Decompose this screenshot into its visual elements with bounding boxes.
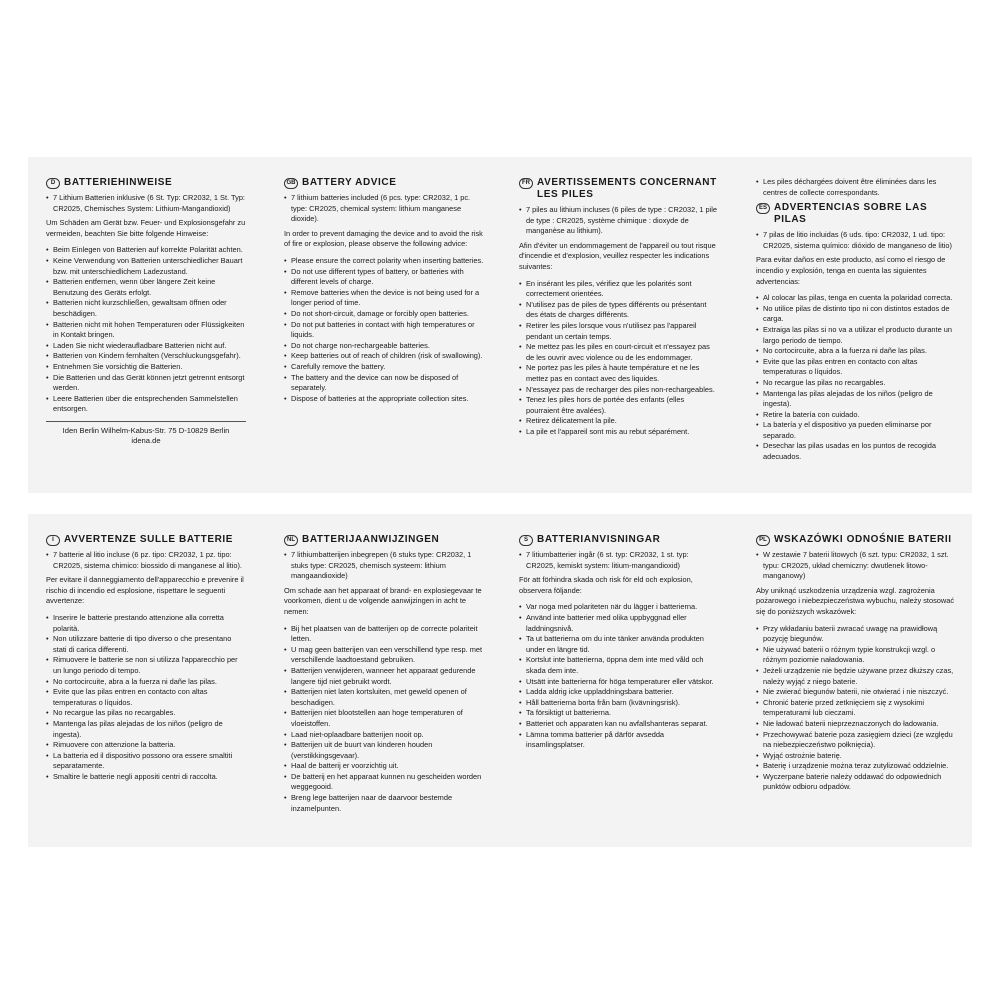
intro-item: • 7 lithiumbatterijen inbegrepen (6 stuks type: CR2032, 1 stuks type: CR2025, chemisch systeem: lithium mangaandioxide): [284, 550, 484, 582]
advice-item: • Evite que las pilas entren en contacto con altas temperaturas o líquidos.: [46, 687, 246, 708]
advice-item: • Nie zwierać biegunów baterii, nie otwierać i nie niszczyć.: [756, 687, 956, 698]
advice-item: • Extraiga las pilas si no va a utilizar el producto durante un largo periodo de tiempo.: [756, 325, 956, 346]
language-badge: ES: [756, 203, 770, 214]
advice-list: [519, 602, 719, 750]
intro-paragraph: Afin d'éviter un endommagement de l'appareil ou tout risque d'incendie et d'explosion, veuillez respecter les indications suivantes:: [519, 240, 716, 271]
section-header: [46, 177, 246, 189]
column-nl: [284, 534, 484, 818]
intro-paragraph: Um Schäden am Gerät bzw. Feuer- und Explosionsgefahr zu vermeiden, beachten Sie bitte folgende Hinweise:: [46, 218, 246, 238]
advice-item: • Håll batterierna borta från barn (kvävningsrisk).: [519, 698, 719, 709]
advice-item: • Please ensure the correct polarity when inserting batteries.: [284, 256, 484, 267]
advice-item: • Retirer les piles lorsque vous n'utilisez pas l'appareil pendant un certain temps.: [519, 321, 719, 342]
advice-item: • No recargue las pilas no recargables.: [756, 378, 956, 389]
language-badge: FR: [519, 178, 533, 189]
advice-item: • No utilice pilas de distinto tipo ni con distintos estados de carga.: [756, 304, 956, 325]
advice-item: • Inserire le batterie prestando attenzione alla corretta polarità.: [46, 613, 246, 634]
intro-list: [519, 550, 719, 571]
advice-list: [284, 624, 484, 815]
intro-list: [284, 550, 484, 582]
advice-item: • La pile et l'appareil sont mis au rebut séparément.: [519, 427, 719, 438]
advice-item: • Wyjąć ostrożnie baterię.: [756, 751, 956, 762]
advice-item: • Wyczerpane baterie należy oddawać do odpowiednich punktów odbioru odpadów.: [756, 772, 956, 793]
intro-item: • 7 batterie al litio incluse (6 pz. tipo: CR2032, 1 pz. tipo: CR2025, sistema chimico: biossido di manganese al litio).: [46, 550, 246, 571]
advice-item: • Rimuovere con attenzione la batteria.: [46, 740, 246, 751]
section-header: [519, 534, 719, 546]
section-title: BATTERY ADVICE: [302, 177, 397, 188]
column-gb: [284, 177, 484, 408]
advice-item: • Mantenga las pilas alejadas de los niños (peligro de ingesta).: [46, 719, 246, 740]
language-badge: D: [46, 178, 60, 189]
intro-item: • 7 litiumbatterier ingår (6 st. typ: CR2032, 1 st. typ: CR2025, kemiskt system: litium-mangandioxid): [519, 550, 719, 571]
section-header: [519, 177, 719, 201]
language-badge: I: [46, 535, 60, 546]
company-website: idena.de: [131, 436, 161, 446]
battery-advice-panel-top: [28, 157, 972, 493]
advice-item: • N'essayez pas de recharger des piles non-rechargeables.: [519, 385, 719, 396]
intro-list: [284, 193, 484, 225]
advice-item: • Retire la batería con cuidado.: [756, 410, 956, 421]
advice-list: [756, 624, 956, 794]
list-item: • Les piles déchargées doivent être éliminées dans les centres de collecte correspondants.: [756, 177, 956, 198]
section-gb: [284, 177, 484, 404]
advice-item: • The battery and the device can now be disposed of separately.: [284, 373, 484, 394]
advice-item: • Baterię i urządzenie można teraz zutylizować oddzielnie.: [756, 761, 956, 772]
advice-item: • Ne portez pas les piles à haute température et ne les mettez pas en contact avec des liquides.: [519, 363, 719, 384]
advice-item: • Batterien von Kindern fernhalten (Verschluckungsgefahr).: [46, 351, 246, 362]
intro-list: [46, 550, 246, 571]
advice-item: • Evite que las pilas entren en contacto con altas temperaturas o líquidos.: [756, 357, 956, 378]
advice-item: • Batterijen niet blootstellen aan hoge temperaturen of vloeistoffen.: [284, 708, 484, 729]
advice-item: • Batterien nicht kurzschließen, gewaltsam öffnen oder beschädigen.: [46, 298, 246, 319]
fr-continued-list: [756, 177, 956, 198]
advice-item: • Ta försiktigt ut batterierna.: [519, 708, 719, 719]
intro-paragraph: Per evitare il danneggiamento dell'apparecchio e prevenire il rischio di incendio ed esplosione, rispettare le seguenti avvertenze:: [46, 575, 244, 606]
column-se: [519, 534, 719, 755]
intro-list: [519, 205, 719, 237]
advice-item: • U mag geen batterijen van een verschillend type resp. met verschillende laadtoestand gebruiken.: [284, 645, 484, 666]
battery-advice-panel-bottom: [28, 514, 972, 847]
advice-item: • En insérant les piles, vérifiez que les polarités sont correctement orientées.: [519, 279, 719, 300]
advice-item: • Batterien entfernen, wenn über längere Zeit keine Benutzung des Geräts erfolgt.: [46, 277, 246, 298]
advice-item: • Keep batteries out of reach of children (risk of swallowing).: [284, 351, 484, 362]
column-fr: [519, 177, 719, 441]
advice-item: • Przechowywać baterie poza zasięgiem dzieci (ze względu na niebezpieczeństwo połknięcia).: [756, 730, 956, 751]
advice-list: [284, 256, 484, 404]
advice-item: • Do not use different types of battery, or batteries with different levels of charge.: [284, 267, 484, 288]
language-badge: NL: [284, 535, 298, 546]
section-title: AVERTISSEMENTS CONCERNANT LES PILES: [537, 177, 717, 200]
advice-list: [46, 613, 246, 783]
advice-item: • Beim Einlegen von Batterien auf korrekte Polarität achten.: [46, 245, 246, 256]
advice-item: • Al colocar las pilas, tenga en cuenta la polaridad correcta.: [756, 293, 956, 304]
intro-paragraph: Aby uniknąć uszkodzenia urządzenia wzgl. zagrożenia pożarowego i niebezpieczeństwa wybuchu, należy stosować się do poniższych wskazówek:: [756, 585, 955, 616]
advice-item: • Leere Batterien über die entsprechenden Sammelstellen entsorgen.: [46, 394, 246, 415]
advice-item: • Die Batterien und das Gerät können jetzt getrennt entsorgt werden.: [46, 373, 246, 394]
advice-item: • Breng lege batterijen naar de daarvoor bestemde inzamelpunten.: [284, 793, 484, 814]
advice-item: • No recargue las pilas no recargables.: [46, 708, 246, 719]
advice-item: • Laad niet-oplaadbare batterijen nooit op.: [284, 730, 484, 741]
section-es: [756, 202, 956, 462]
section-title: AVVERTENZE SULLE BATTERIE: [64, 534, 234, 545]
advice-item: • Batteriet och apparaten kan nu avfallshanteras separat.: [519, 719, 719, 730]
advice-item: • Nie ładować baterii nieprzeznaczonych do ładowania.: [756, 719, 956, 730]
advice-item: • Batterijen verwijderen, wanneer het apparaat gedurende langere tijd niet gebruikt wordt.: [284, 666, 484, 687]
column-fr-es: [756, 177, 956, 467]
section-title: WSKAZÓWKI ODNOŚNIE BATERII: [774, 534, 952, 545]
intro-list: [756, 550, 956, 582]
advice-item: • Przy wkładaniu baterii zwracać uwagę na prawidłową pozycję biegunów.: [756, 624, 956, 645]
advice-item: • Carefully remove the battery.: [284, 362, 484, 373]
advice-item: • Do not put batteries in contact with high temperatures or liquids.: [284, 320, 484, 341]
advice-item: • No cortocircuite, abra a la fuerza ni dañe las pilas.: [46, 677, 246, 688]
column-it: [46, 534, 246, 786]
advice-item: • Tenez les piles hors de portée des enfants (elles pourraient être avalées).: [519, 395, 719, 416]
advice-item: • Remove batteries when the device is not being used for a longer period of time.: [284, 288, 484, 309]
intro-item: • 7 piles au lithium incluses (6 piles de type : CR2032, 1 pile de type : CR2025, système chimique : dioxyde de manganèse au lithium).: [519, 205, 719, 237]
intro-paragraph: In order to prevent damaging the device and to avoid the risk of fire or explosion, please observe the following advice:: [284, 228, 483, 249]
section-se: [519, 534, 719, 751]
intro-item: • 7 lithium batteries included (6 pcs. type: CR2032, 1 pc. type: CR2025, chemical system: lithium manganese dioxide).: [284, 193, 484, 225]
section-header: [46, 534, 246, 546]
section-it: [46, 534, 246, 782]
company-footer: [46, 421, 246, 447]
advice-item: • Do not charge non-rechargeable batteries.: [284, 341, 484, 352]
section-pl: [756, 534, 956, 793]
advice-list: [519, 279, 719, 438]
section-title: BATTERIANVISNINGAR: [537, 534, 661, 545]
intro-paragraph: För att förhindra skada och risk för eld och explosion, observera följande:: [519, 575, 693, 595]
intro-item: • 7 pilas de litio incluidas (6 uds. tipo: CR2032, 1 ud. tipo: CR2025, sistema químico: dióxido de manganeso de litio): [756, 230, 956, 251]
intro-list: [46, 193, 246, 214]
intro-item: • W zestawie 7 baterii litowych (6 szt. typu: CR2032, 1 szt. typu: CR2025, układ chemiczny: dwutlenek litowo-manganowy): [756, 550, 956, 582]
advice-item: • Entnehmen Sie vorsichtig die Batterien.: [46, 362, 246, 373]
section-fr: [519, 177, 719, 437]
advice-item: • Batterien nicht mit hohen Temperaturen oder Flüssigkeiten in Kontakt bringen.: [46, 320, 246, 341]
language-badge: PL: [756, 535, 770, 546]
advice-item: • Batterijen uit de buurt van kinderen houden (verstikkingsgevaar).: [284, 740, 484, 761]
section-header: [756, 202, 956, 226]
advice-item: • Chronić baterie przed zetknięciem się z wysokimi temperaturami lub cieczami.: [756, 698, 956, 719]
advice-item: • Non utilizzare batterie di tipo diverso o che presentano stati di carica differenti.: [46, 634, 246, 655]
advice-item: • Använd inte batterier med olika uppbyggnad eller laddningsnivå.: [519, 613, 719, 634]
advice-list: [46, 245, 246, 415]
language-badge: S: [519, 535, 533, 546]
advice-item: • Mantenga las pilas alejadas de los niños (peligro de ingesta).: [756, 389, 956, 410]
advice-item: • No cortocircuite, abra a la fuerza ni dañe las pilas.: [756, 346, 956, 357]
advice-item: • Utsätt inte batterierna för höga temperaturer eller vätskor.: [519, 677, 719, 688]
advice-item: • Keine Verwendung von Batterien unterschiedlicher Bauart bzw. mit unterschiedlichem Ladezustand.: [46, 256, 246, 277]
advice-item: • Var noga med polariteten när du lägger i batterierna.: [519, 602, 719, 613]
section-title: BATTERIJAANWIJZINGEN: [302, 534, 440, 545]
section-title: ADVERTENCIAS SOBRE LAS PILAS: [774, 202, 928, 226]
language-badge: GB: [284, 178, 298, 189]
advice-item: • Rimuovere le batterie se non si utilizza l'apparecchio per un lungo periodo di tempo.: [46, 655, 246, 676]
advice-item: • Do not short-circuit, damage or forcibly open batteries.: [284, 309, 484, 320]
column-de: [46, 177, 246, 447]
section-header: [284, 534, 484, 546]
advice-item: • Kortslut inte batterierna, öppna dem inte med våld och skada dem inte.: [519, 655, 719, 676]
advice-item: • Jeżeli urządzenie nie będzie używane przez dłuższy czas, należy wyjąć z niego baterie.: [756, 666, 956, 687]
section-header: [756, 534, 956, 546]
intro-list: [756, 230, 956, 251]
advice-item: • Ta ut batterierna om du inte tänker använda produkten under en längre tid.: [519, 634, 719, 655]
advice-item: • Haal de batterij er voorzichtig uit.: [284, 761, 484, 772]
intro-paragraph: Para evitar daños en este producto, así como el riesgo de incendio y explosión, tenga en cuenta las siguientes advertencias:: [756, 255, 946, 286]
advice-item: • Desechar las pilas usadas en los puntos de recogida adecuados.: [756, 441, 956, 462]
company-address: Iden Berlin Wilhelm-Kabus-Str. 75 D-10829 Berlin: [62, 425, 230, 435]
intro-paragraph: Om schade aan het apparaat of brand- en explosiegevaar te voorkomen, dient u de volgende aanwijzingen in acht te nemen:: [284, 585, 482, 616]
advice-item: • De batterij en het apparaat kunnen nu gescheiden worden weggegooid.: [284, 772, 484, 793]
advice-item: • Ladda aldrig icke uppladdningsbara batterier.: [519, 687, 719, 698]
advice-item: • Ne mettez pas les piles en court-circuit et n'essayez pas de les ouvrir avec violence ou de les endommager.: [519, 342, 719, 363]
advice-item: • La batteria ed il dispositivo possono ora essere smaltiti separatamente.: [46, 751, 246, 772]
advice-list: [756, 293, 956, 463]
intro-item: • 7 Lithium Batterien inklusive (6 St. Typ: CR2032, 1 St. Typ: CR2025, Chemisches System: Lithium-Mangandioxid): [46, 193, 246, 214]
column-pl: [756, 534, 956, 797]
advice-item: • N'utilisez pas de piles de types différents ou présentant des états de charges différents.: [519, 300, 719, 321]
advice-item: • La batería y el dispositivo ya pueden eliminarse por separado.: [756, 420, 956, 441]
advice-item: • Laden Sie nicht wiederaufladbare Batterien nicht auf.: [46, 341, 246, 352]
advice-item: • Batterijen niet laten kortsluiten, met geweld openen of beschadigen.: [284, 687, 484, 708]
advice-item: • Dispose of batteries at the appropriate collection sites.: [284, 394, 484, 405]
advice-item: • Nie używać baterii o różnym typie konstrukcji wzgl. o różnym poziomie naładowania.: [756, 645, 956, 666]
advice-item: • Smaltire le batterie negli appositi centri di raccolta.: [46, 772, 246, 783]
advice-item: • Retirez délicatement la pile.: [519, 416, 719, 427]
section-de: [46, 177, 246, 447]
advice-item: • Lämna tomma batterier på därför avsedda insamlingsplatser.: [519, 730, 719, 751]
section-nl: [284, 534, 484, 814]
advice-item: • Bij het plaatsen van de batterijen op de correcte polariteit letten.: [284, 624, 484, 645]
section-header: [284, 177, 484, 189]
section-title: BATTERIEHINWEISE: [64, 177, 173, 188]
